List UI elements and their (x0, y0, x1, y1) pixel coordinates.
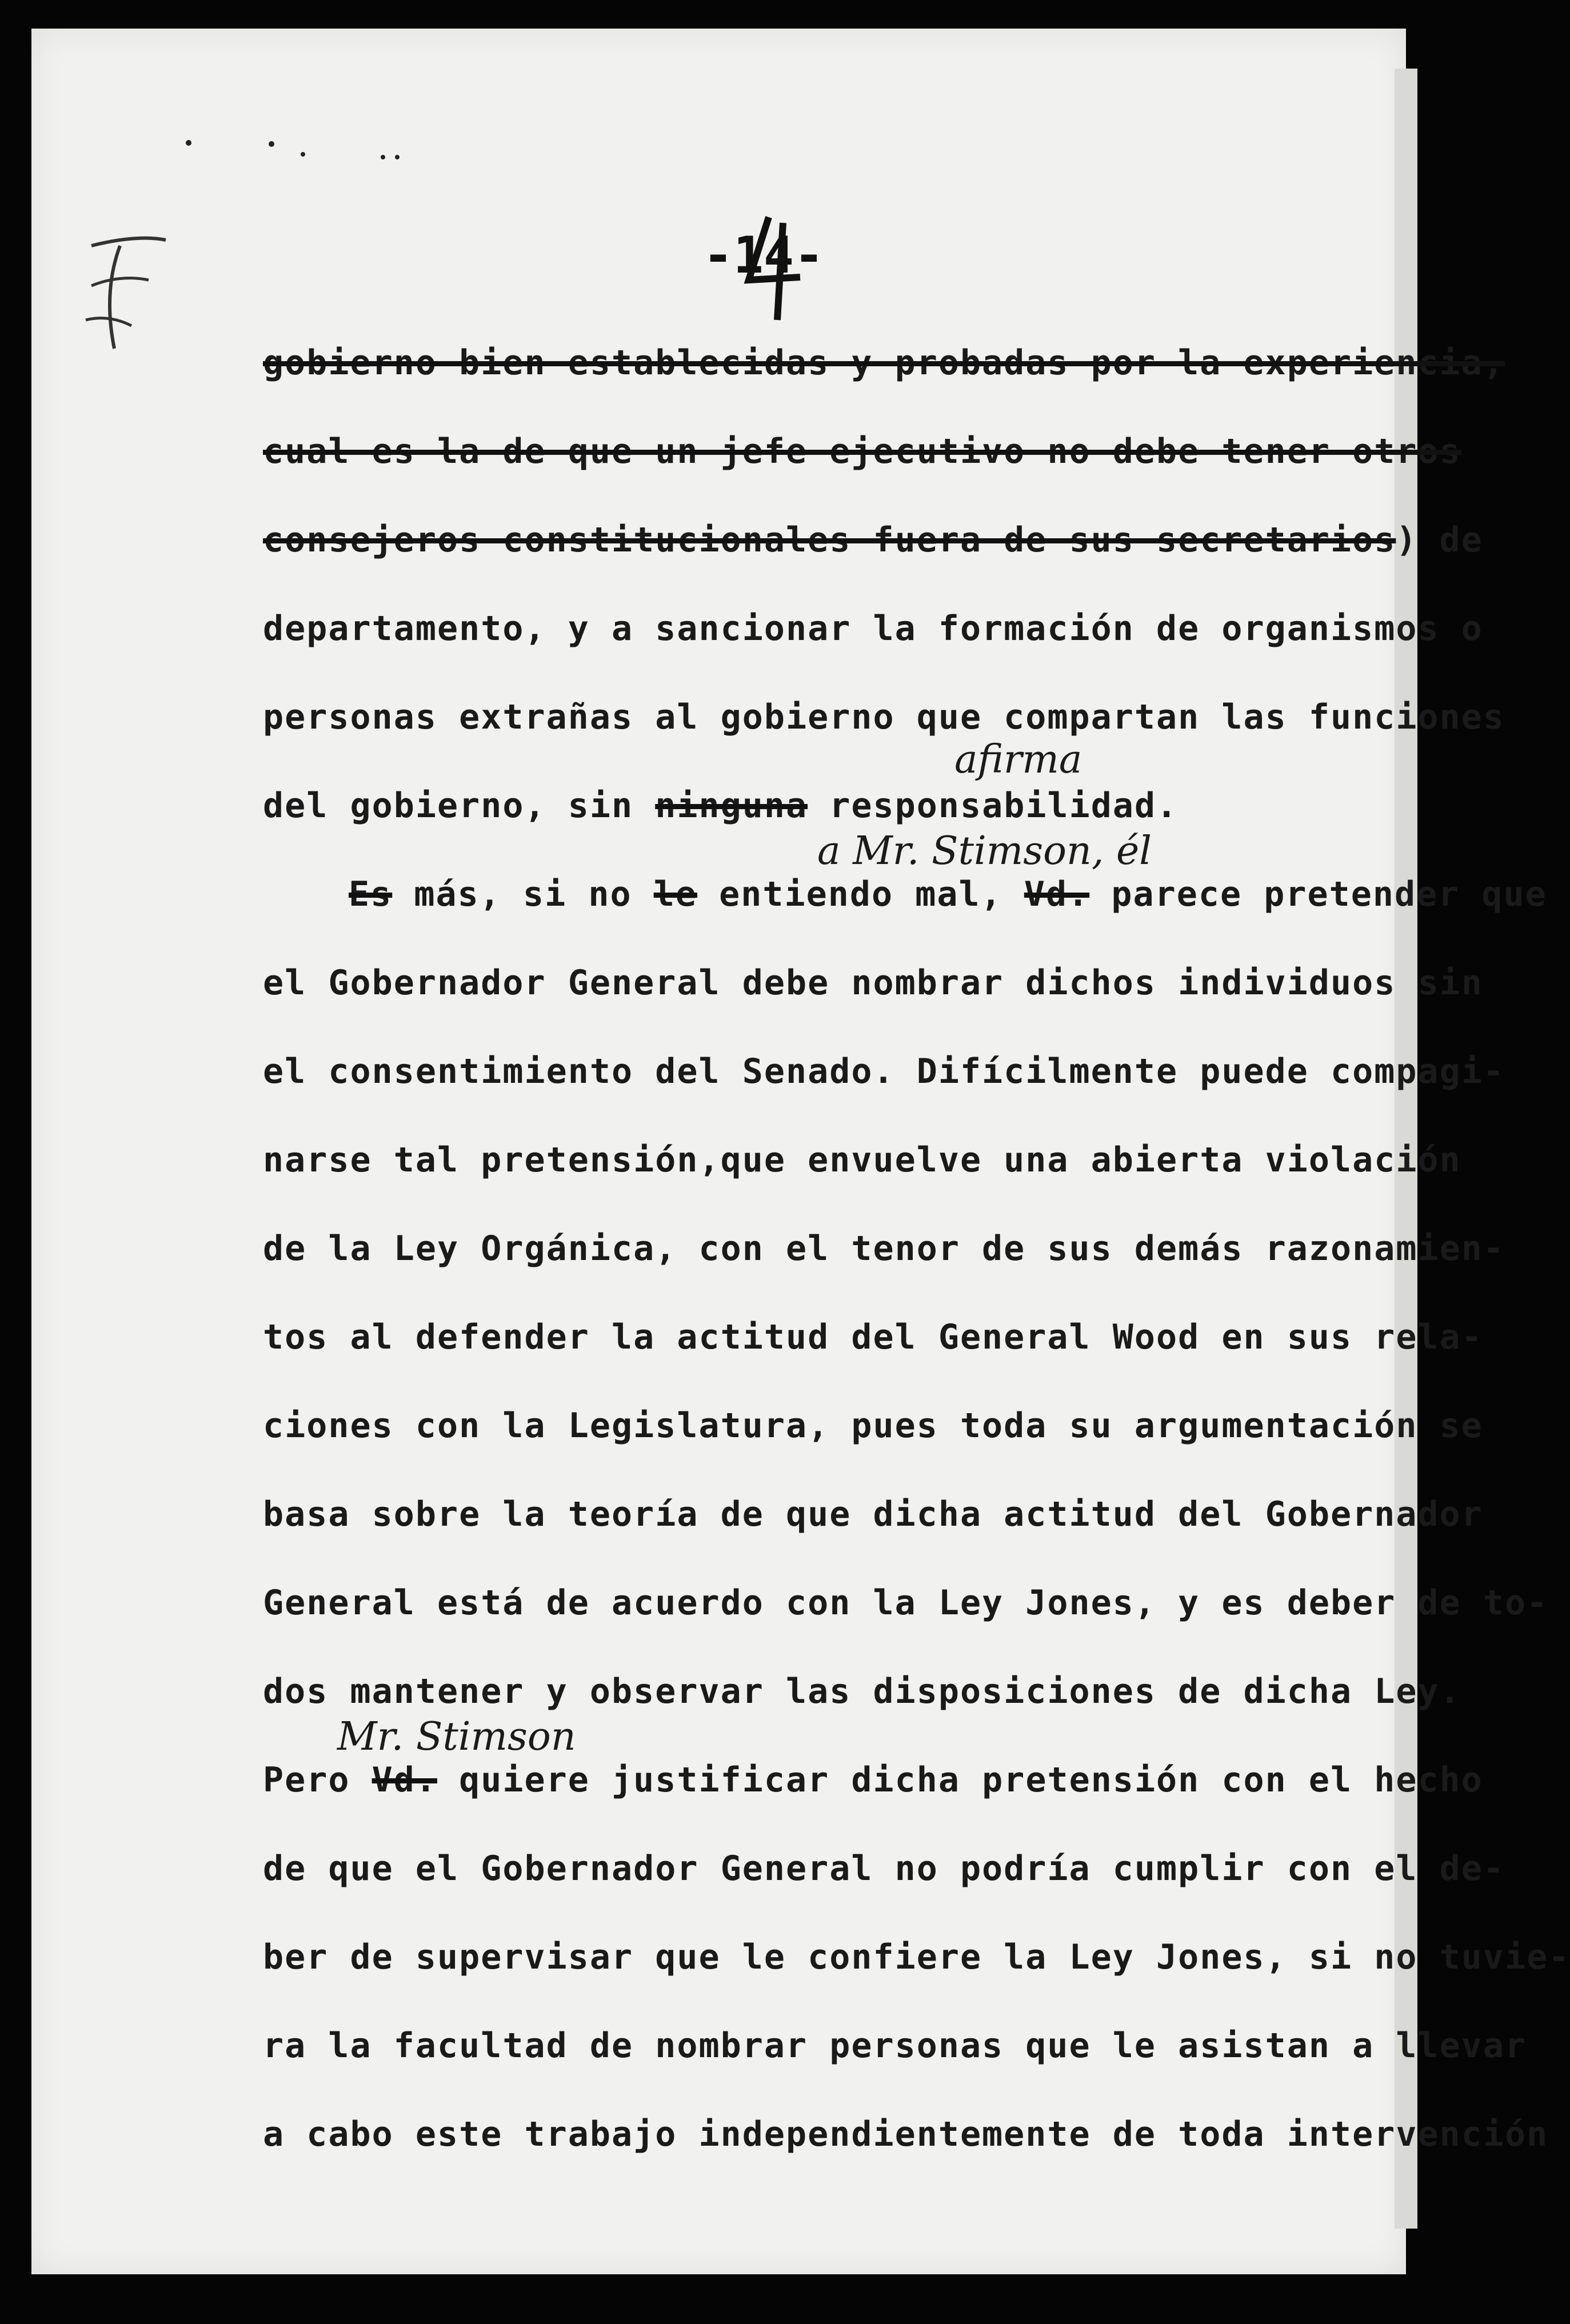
text-line-12: tos al defender la actitud del General Wood en sus rela- (263, 1317, 1483, 1357)
text-line-17 (263, 1760, 1483, 1800)
struck-text: le (653, 874, 697, 914)
page-number: -14- (703, 226, 824, 285)
struck-text: Vd. (371, 1760, 437, 1800)
struck-text: Es (349, 874, 393, 914)
line-text: parece pretender que (1089, 874, 1547, 914)
handwritten-note-stimson-1: a Mr. Stimson, él (817, 829, 1152, 874)
text-line-9: el consentimiento del Senado. Difícilmente puede compagi- (263, 1051, 1505, 1091)
handwritten-note-stimson-2: Mr. Stimson (337, 1714, 576, 1759)
text-line-5: personas extrañas al gobierno que compartan las funciones (263, 697, 1505, 737)
text-line-6 (263, 786, 1178, 826)
handwritten-note-afirma: afirma (954, 737, 1082, 782)
text-line-13: ciones con la Legislatura, pues toda su argumentación se (263, 1406, 1483, 1446)
text-line-2: cual es la de que un jefe ejecutivo no debe tener otros (263, 431, 1461, 471)
line-text: responsabilidad. (808, 786, 1179, 826)
text-line-19: ber de supervisar que le confiere la Ley Jones, si no tuvie- (263, 1937, 1570, 1977)
text-line-15: General está de acuerdo con la Ley Jones, y es deber de to- (263, 1583, 1549, 1623)
struck-text: consejeros constitucionales fuera de sus secretarios (263, 520, 1396, 560)
text-line-4: departamento, y a sancionar la formación de organismos o (263, 609, 1483, 649)
line-text: más, si no (392, 874, 654, 914)
text-line-20: ra la facultad de nombrar personas que le asistan a llevar (263, 2026, 1527, 2066)
text-line-16: dos mantener y observar las disposiciones de dicha Ley. (263, 1671, 1461, 1711)
text-line-11: de la Ley Orgánica, con el tenor de sus demás razonamien- (263, 1229, 1505, 1269)
text-line-10: narse tal pretensión,que envuelve una abierta violación (263, 1140, 1461, 1180)
text-line-1: gobierno bien establecidas y probadas por la experiencia, (263, 343, 1505, 383)
line-text: entiendo mal, (697, 874, 1024, 914)
text-line-14: basa sobre la teoría de que dicha actitud del Gobernador (263, 1494, 1483, 1534)
text-line-3 (263, 520, 1483, 560)
struck-text: ninguna (655, 786, 808, 826)
ink-specks (171, 131, 412, 166)
line-text: quiere justificar dicha pretensión con el hecho (437, 1760, 1483, 1800)
line-text: ) de (1396, 520, 1483, 560)
text-line-18: de que el Gobernador General no podría cumplir con el de- (263, 1849, 1505, 1889)
line-text: Pero (263, 1760, 372, 1800)
text-line-7 (349, 874, 1547, 914)
line-text: del gobierno, sin (263, 786, 656, 826)
text-line-8: el Gobernador General debe nombrar dichos individuos sin (263, 963, 1483, 1003)
margin-pencil-mark (69, 223, 183, 366)
struck-text: Vd. (1024, 874, 1090, 914)
handwritten-page-number (737, 211, 806, 326)
text-line-21: a cabo este trabajo independientemente de toda intervención (263, 2114, 1549, 2154)
